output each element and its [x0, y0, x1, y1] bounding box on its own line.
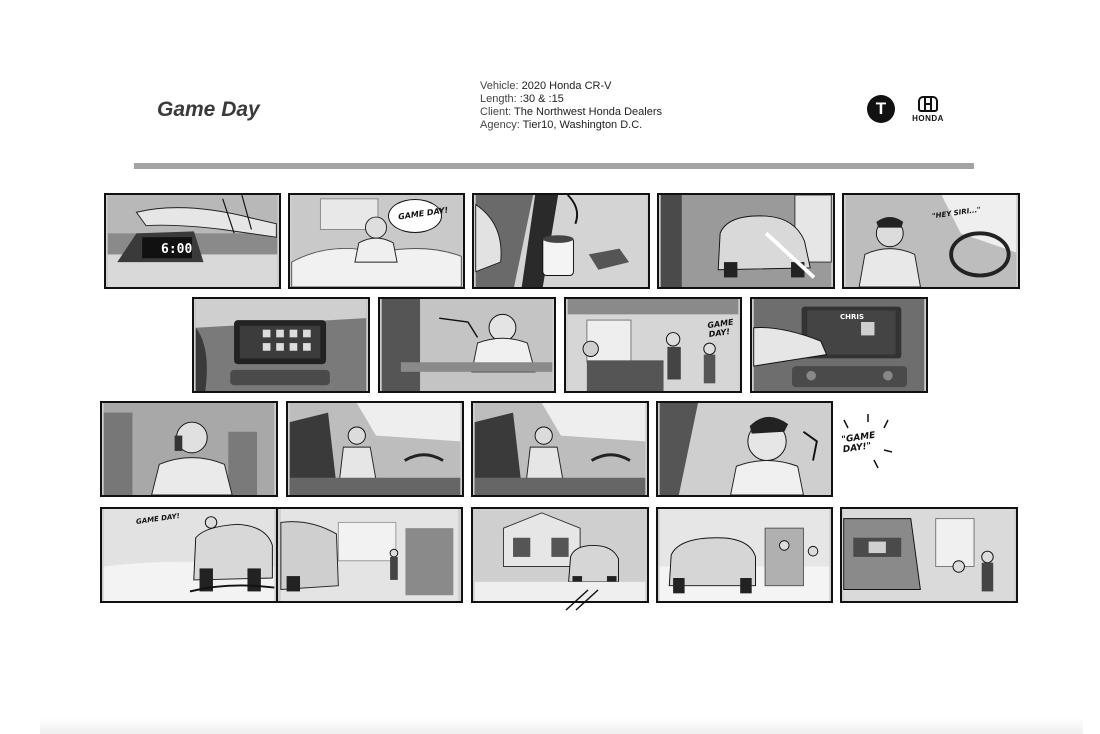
panel-7-sketch [380, 299, 554, 391]
panel-10-sketch [102, 403, 276, 495]
storyboard-panel-13 [656, 401, 833, 497]
shout-caption-14: GAME DAY! [135, 511, 181, 527]
storyboard-panel-1 [104, 193, 281, 289]
bubble-text: GAME DAY! [397, 205, 449, 222]
panel-16-sketch [473, 509, 647, 601]
header-divider [134, 163, 974, 169]
speech-caption: "HEY SIRI..." [931, 205, 982, 221]
storyboard-panel-16 [471, 507, 649, 603]
panel-5-sketch [844, 195, 1018, 287]
panel-8-sketch [566, 299, 740, 391]
panel-15-sketch [278, 509, 461, 601]
offpanel-caption: "GAME DAY!" [840, 430, 877, 456]
honda-logo [905, 96, 951, 124]
panel-13-sketch [658, 403, 831, 495]
panel-3-sketch [474, 195, 648, 287]
motion-arrows [562, 584, 602, 612]
panel-18-sketch [842, 509, 1016, 601]
motion-arrow-icon [562, 584, 602, 612]
storyboard-panel-17 [656, 507, 833, 603]
storyboard-panel-18 [840, 507, 1018, 603]
storyboard-panel-9 [750, 297, 928, 393]
panel-1-sketch [106, 195, 279, 287]
storyboard-panel-11 [286, 401, 464, 497]
storyboard-panel-12 [471, 401, 649, 497]
storyboard-title: Game Day [157, 98, 260, 121]
page-bottom-shadow [40, 718, 1083, 734]
panel-14-sketch [102, 509, 276, 601]
panel-9-sketch [752, 299, 926, 391]
storyboard-panel-5 [842, 193, 1020, 289]
storyboard-panel-4 [657, 193, 835, 289]
meta-client: Client: The Northwest Honda Dealers [480, 106, 663, 118]
storyboard-panel-3 [472, 193, 650, 289]
storyboard-panel-6 [192, 297, 370, 393]
storyboard-panel-7 [378, 297, 556, 393]
storyboard-panel-14 [100, 507, 278, 603]
storyboard-panel-15 [278, 507, 463, 603]
production-info [480, 80, 662, 132]
clock-display: 6:00 [161, 242, 193, 257]
agency-logo: T [867, 95, 895, 123]
panel-17-sketch [658, 509, 831, 601]
meta-agency: Agency: Tier10, Washington D.C. [480, 119, 643, 131]
meta-length: Length: :30 & :15 [480, 93, 564, 105]
honda-h-icon [918, 96, 938, 112]
honda-wordmark: HONDA [912, 114, 944, 123]
panel-6-sketch [194, 299, 368, 391]
shout-caption: GAME DAY! [706, 317, 735, 339]
storyboard-panel-8 [564, 297, 742, 393]
storyboard-panel-2 [288, 193, 465, 289]
panel-12-sketch [473, 403, 647, 495]
caller-name: CHRIS [840, 313, 865, 321]
panel-11-sketch [288, 403, 462, 495]
offpanel-shout [838, 412, 898, 472]
meta-vehicle: Vehicle: 2020 Honda CR-V [480, 80, 612, 92]
panel-4-sketch [659, 195, 833, 287]
storyboard-panel-10 [100, 401, 278, 497]
